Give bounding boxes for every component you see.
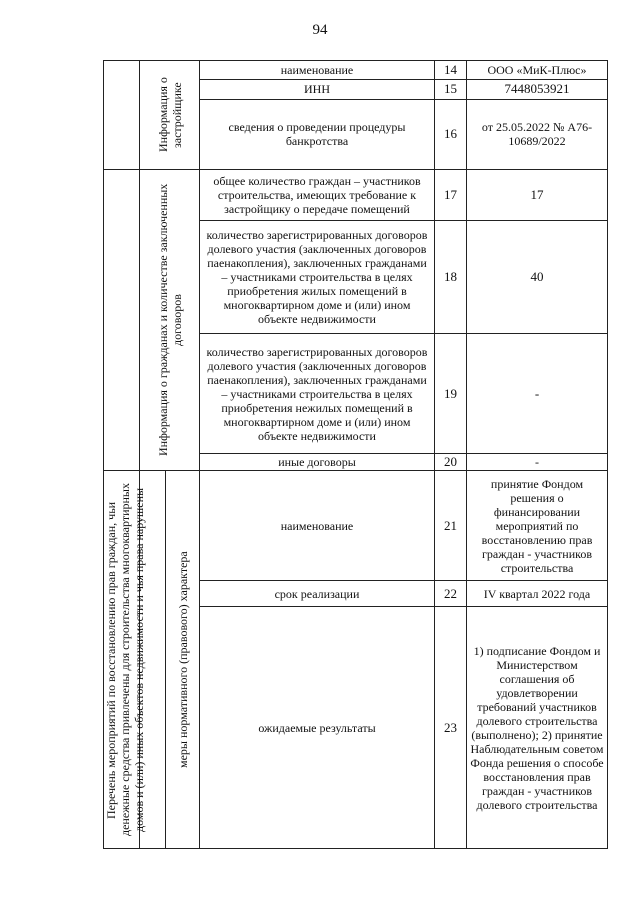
row-number: 18 [435, 221, 467, 334]
row-label: срок реализации [200, 581, 435, 607]
row-number: 16 [435, 99, 467, 169]
row-number: 21 [435, 471, 467, 581]
row-label: сведения о проведении процедуры банкротства [200, 99, 435, 169]
row-value: принятие Фондом решения о финансировании мероприятий по восстановлению прав граждан - участников строительства [467, 471, 608, 581]
row-number: 15 [435, 79, 467, 99]
row-value: 7448053921 [467, 79, 608, 99]
group-normative-measures-cell [166, 471, 200, 849]
row-label: ИНН [200, 79, 435, 99]
page-number: 94 [312, 22, 328, 38]
row-label: наименование [200, 471, 435, 581]
row-value: 17 [467, 170, 608, 221]
group-measures-list-cell [104, 471, 146, 849]
table-row [104, 170, 608, 221]
row-value: IV квартал 2022 года [467, 581, 608, 607]
group-measures-list: Перечень мероприятий по восстановлению прав граждан, чьи денежные средства привлечены для строительства многоквартирных домов и (или) иных объектов недвижимости и чья права нарушены [104, 483, 146, 836]
row-number: 23 [435, 607, 467, 849]
table-row [104, 61, 608, 80]
row-value: 1) подписание Фондом и Министерством соглашения об удовлетворении требований участников долевого строительства (выполнено); 2) принятие Наблюдательным советом Фонда решения о способе восстановления прав граждан - участников долевого строительства [467, 607, 608, 849]
group-normative-measures: меры нормативного (правового) характера [175, 551, 190, 768]
project-info-table [103, 60, 608, 849]
row-label: количество зарегистрированных договоров долевого участия (заключенных договоров паенакопления), заключенных гражданами – участниками строительства в целях приобретения нежилых помещений в многоквартирном доме и (или) ином объекте недвижимости [200, 334, 435, 454]
empty-cell [104, 61, 140, 170]
group-developer-info: Информация о застройщике [155, 77, 184, 153]
row-label: общее количество граждан – участников строительства, имеющих требование к застройщику о передаче помещений [200, 170, 435, 221]
group-citizens-info: Информация о гражданах и количестве заключенных договоров [155, 183, 184, 457]
row-number: 22 [435, 581, 467, 607]
row-number: 20 [435, 453, 467, 470]
row-value: ООО «МиК-Плюс» [467, 61, 608, 80]
row-value: от 25.05.2022 № А76-10689/2022 [467, 99, 608, 169]
row-label: ожидаемые результаты [200, 607, 435, 849]
row-value: - [467, 453, 608, 470]
group-developer-info-cell [140, 61, 200, 170]
row-label: иные договоры [200, 453, 435, 470]
table-row [104, 471, 608, 581]
row-number: 19 [435, 334, 467, 454]
row-label: количество зарегистрированных договоров долевого участия (заключенных договоров паенакопления), заключенных гражданами – участниками строительства в целях приобретения жилых помещений в многоквартирном доме и (или) ином объекте недвижимости [200, 221, 435, 334]
empty-cell [104, 170, 140, 471]
group-citizens-info-cell [140, 170, 200, 471]
row-label: наименование [200, 61, 435, 80]
row-value: 40 [467, 221, 608, 334]
row-number: 14 [435, 61, 467, 80]
row-number: 17 [435, 170, 467, 221]
row-value: - [467, 334, 608, 454]
